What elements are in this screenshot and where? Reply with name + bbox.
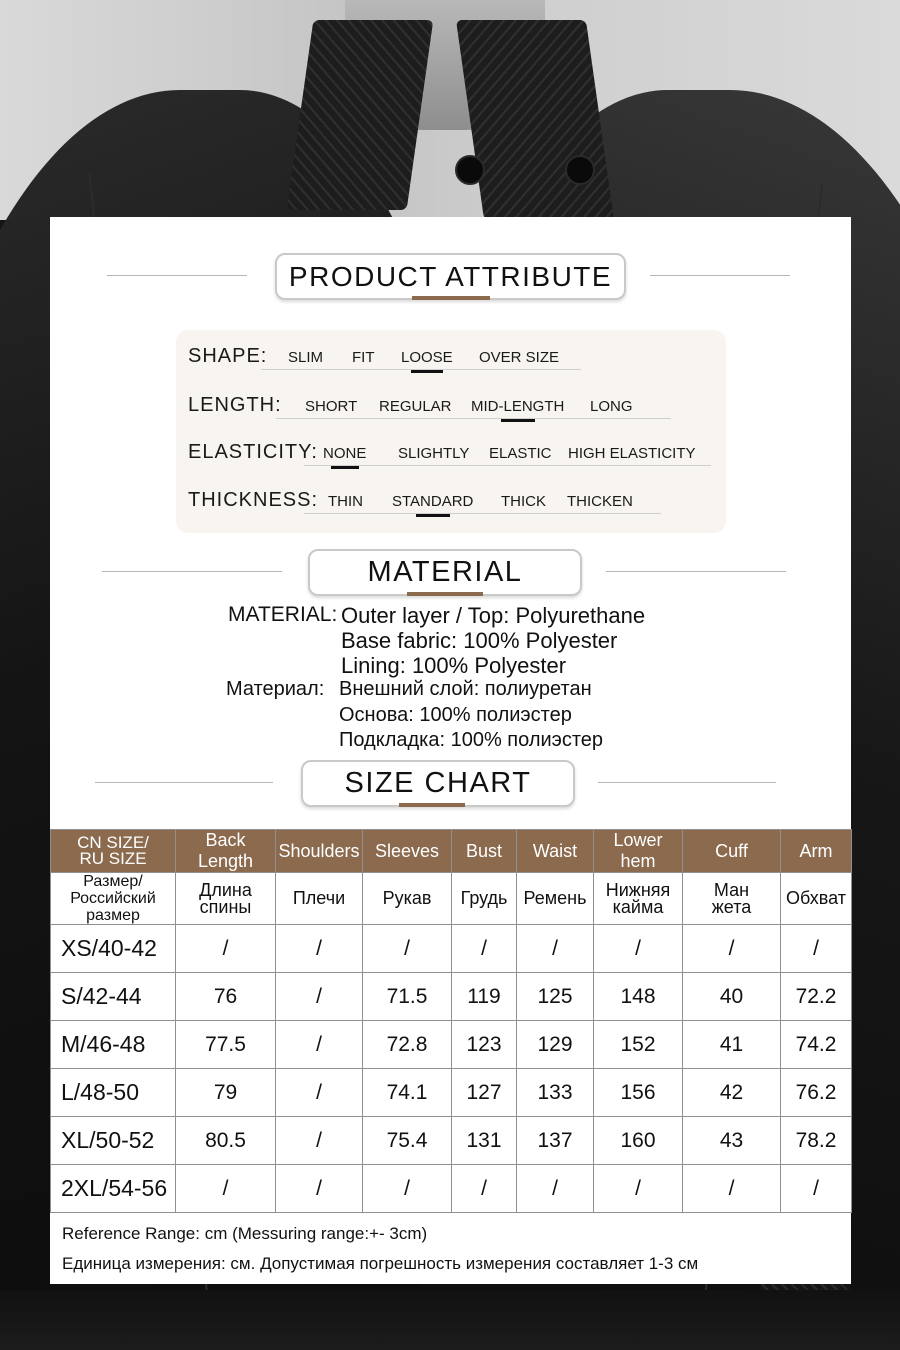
attribute-rule [276, 418, 671, 419]
attribute-option: ELASTIC [489, 445, 552, 462]
attribute-option: NONE [323, 445, 367, 462]
attribute-rule [304, 513, 661, 514]
measurement-cell: 127 [452, 1069, 517, 1117]
measurement-cell: / [276, 973, 363, 1021]
header-en-cell: Sleeves [363, 830, 452, 873]
attribute-option: REGULAR [379, 398, 452, 415]
measurement-cell: / [781, 1165, 852, 1213]
header-ru-cell: Обхват [781, 873, 852, 925]
attribute-label: THICKNESS: [188, 489, 319, 511]
size-row [51, 1021, 852, 1069]
selected-option-underline [501, 419, 535, 422]
material-en-line-3: Lining: 100% Polyester [341, 653, 567, 678]
header-ru-cell: Размер/ Российский размер [51, 873, 176, 925]
measurement-cell: 77.5 [176, 1021, 276, 1069]
measurement-cell: 129 [517, 1021, 594, 1069]
measurement-cell: / [276, 925, 363, 973]
attribute-label: SHAPE: [188, 345, 268, 367]
size-label-cell: XL/50-52 [51, 1117, 176, 1165]
measurement-cell: 79 [176, 1069, 276, 1117]
material-heading: MATERIAL [308, 549, 582, 596]
measurement-cell: 72.2 [781, 973, 852, 1021]
measurement-cell: / [452, 1165, 517, 1213]
attribute-label: LENGTH: [188, 394, 282, 416]
header-en-cell: CN SIZE/ RU SIZE [51, 830, 176, 873]
header-ru-cell: Ремень [517, 873, 594, 925]
measurement-cell: / [683, 925, 781, 973]
measurement-cell: 74.2 [781, 1021, 852, 1069]
size-label-cell: S/42-44 [51, 973, 176, 1021]
measurement-cell: 78.2 [781, 1117, 852, 1165]
header-en-cell: Bust [452, 830, 517, 873]
size-chart-heading: SIZE CHART [301, 760, 575, 807]
size-chart-table [50, 829, 852, 1213]
measurement-cell: 41 [683, 1021, 781, 1069]
attribute-option: STANDARD [392, 493, 474, 510]
material-en-label: MATERIAL: [228, 603, 338, 626]
measurement-cell: 40 [683, 973, 781, 1021]
header-en-cell: Back Length [176, 830, 276, 873]
measurement-cell: / [683, 1165, 781, 1213]
measurement-cell: / [517, 925, 594, 973]
measurement-cell: 74.1 [363, 1069, 452, 1117]
header-ru-cell: Длина спины [176, 873, 276, 925]
selected-option-underline [411, 370, 442, 373]
attribute-option: THICKEN [567, 493, 633, 510]
measurement-cell: / [452, 925, 517, 973]
measurement-cell: / [276, 1021, 363, 1069]
measurement-cell: 137 [517, 1117, 594, 1165]
measurement-cell: 125 [517, 973, 594, 1021]
measurement-cell: 119 [452, 973, 517, 1021]
measurement-cell: 42 [683, 1069, 781, 1117]
attribute-option: FIT [352, 349, 375, 366]
measurement-cell: 43 [683, 1117, 781, 1165]
material-en-line-1: Outer layer / Top: Polyurethane [341, 603, 646, 628]
attribute-label: ELASTICITY: [188, 441, 318, 463]
attribute-rule [304, 465, 711, 466]
attribute-option: HIGH ELASTICITY [568, 445, 696, 462]
size-row [51, 1069, 852, 1117]
attribute-option: MID-LENGTH [471, 398, 565, 415]
measurement-cell: 156 [594, 1069, 683, 1117]
measurement-cell: / [594, 1165, 683, 1213]
measurement-cell: 75.4 [363, 1117, 452, 1165]
attribute-option: THICK [501, 493, 546, 510]
attribute-box [176, 330, 726, 533]
material-ru-line-2: Основа: 100% полиэстер [339, 704, 572, 726]
attribute-option: SHORT [305, 398, 358, 415]
reference-note-en: Reference Range: cm (Messuring range:+- 3cm) [62, 1224, 428, 1243]
header-en-cell: Shoulders [276, 830, 363, 873]
measurement-cell: 160 [594, 1117, 683, 1165]
measurement-cell: 133 [517, 1069, 594, 1117]
measurement-cell: / [781, 925, 852, 973]
material-en-line-2: Base fabric: 100% Polyester [341, 628, 618, 653]
measurement-cell: / [176, 1165, 276, 1213]
attribute-option: LONG [590, 398, 633, 415]
product-attribute-heading: PRODUCT ATTRIBUTE [275, 253, 626, 300]
attribute-option: LOOSE [401, 349, 453, 366]
attribute-option: SLIGHTLY [398, 445, 470, 462]
measurement-cell: / [363, 925, 452, 973]
measurement-cell: / [276, 1165, 363, 1213]
measurement-cell: / [517, 1165, 594, 1213]
measurement-cell: / [363, 1165, 452, 1213]
header-ru-cell: Плечи [276, 873, 363, 925]
attribute-option: SLIM [288, 349, 324, 366]
material-ru-label: Материал: [226, 678, 325, 700]
measurement-cell: / [276, 1117, 363, 1165]
header-en-cell: Cuff [683, 830, 781, 873]
size-label-cell: M/46-48 [51, 1021, 176, 1069]
measurement-cell: 148 [594, 973, 683, 1021]
header-ru-cell: Нижняя кайма [594, 873, 683, 925]
attribute-option: OVER SIZE [479, 349, 560, 366]
size-row [51, 973, 852, 1021]
reference-note-ru: Единица измерения: см. Допустимая погрешность измерения составляет 1-3 см [62, 1254, 699, 1273]
measurement-cell: 72.8 [363, 1021, 452, 1069]
measurement-cell: / [176, 925, 276, 973]
material-ru-line-3: Подкладка: 100% полиэстер [339, 729, 604, 751]
size-label-cell: XS/40-42 [51, 925, 176, 973]
size-label-cell: L/48-50 [51, 1069, 176, 1117]
header-ru-cell: Ман жета [683, 873, 781, 925]
header-ru-cell: Грудь [452, 873, 517, 925]
header-en-cell: Waist [517, 830, 594, 873]
measurement-cell: 123 [452, 1021, 517, 1069]
size-row [51, 1165, 852, 1213]
size-row [51, 1117, 852, 1165]
header-ru-cell: Рукав [363, 873, 452, 925]
header-en-cell: Lower hem [594, 830, 683, 873]
measurement-cell: / [594, 925, 683, 973]
measurement-cell: 76.2 [781, 1069, 852, 1117]
measurement-cell: 71.5 [363, 973, 452, 1021]
measurement-cell: / [276, 1069, 363, 1117]
selected-option-underline [416, 514, 450, 517]
attribute-option: THIN [328, 493, 363, 510]
measurement-cell: 131 [452, 1117, 517, 1165]
measurement-cell: 152 [594, 1021, 683, 1069]
selected-option-underline [331, 466, 359, 469]
size-row [51, 925, 852, 973]
size-label-cell: 2XL/54-56 [51, 1165, 176, 1213]
info-panel [50, 217, 851, 1284]
material-ru-line-1: Внешний слой: полиуретан [339, 678, 592, 700]
header-en-cell: Arm [781, 830, 852, 873]
measurement-cell: 80.5 [176, 1117, 276, 1165]
measurement-cell: 76 [176, 973, 276, 1021]
